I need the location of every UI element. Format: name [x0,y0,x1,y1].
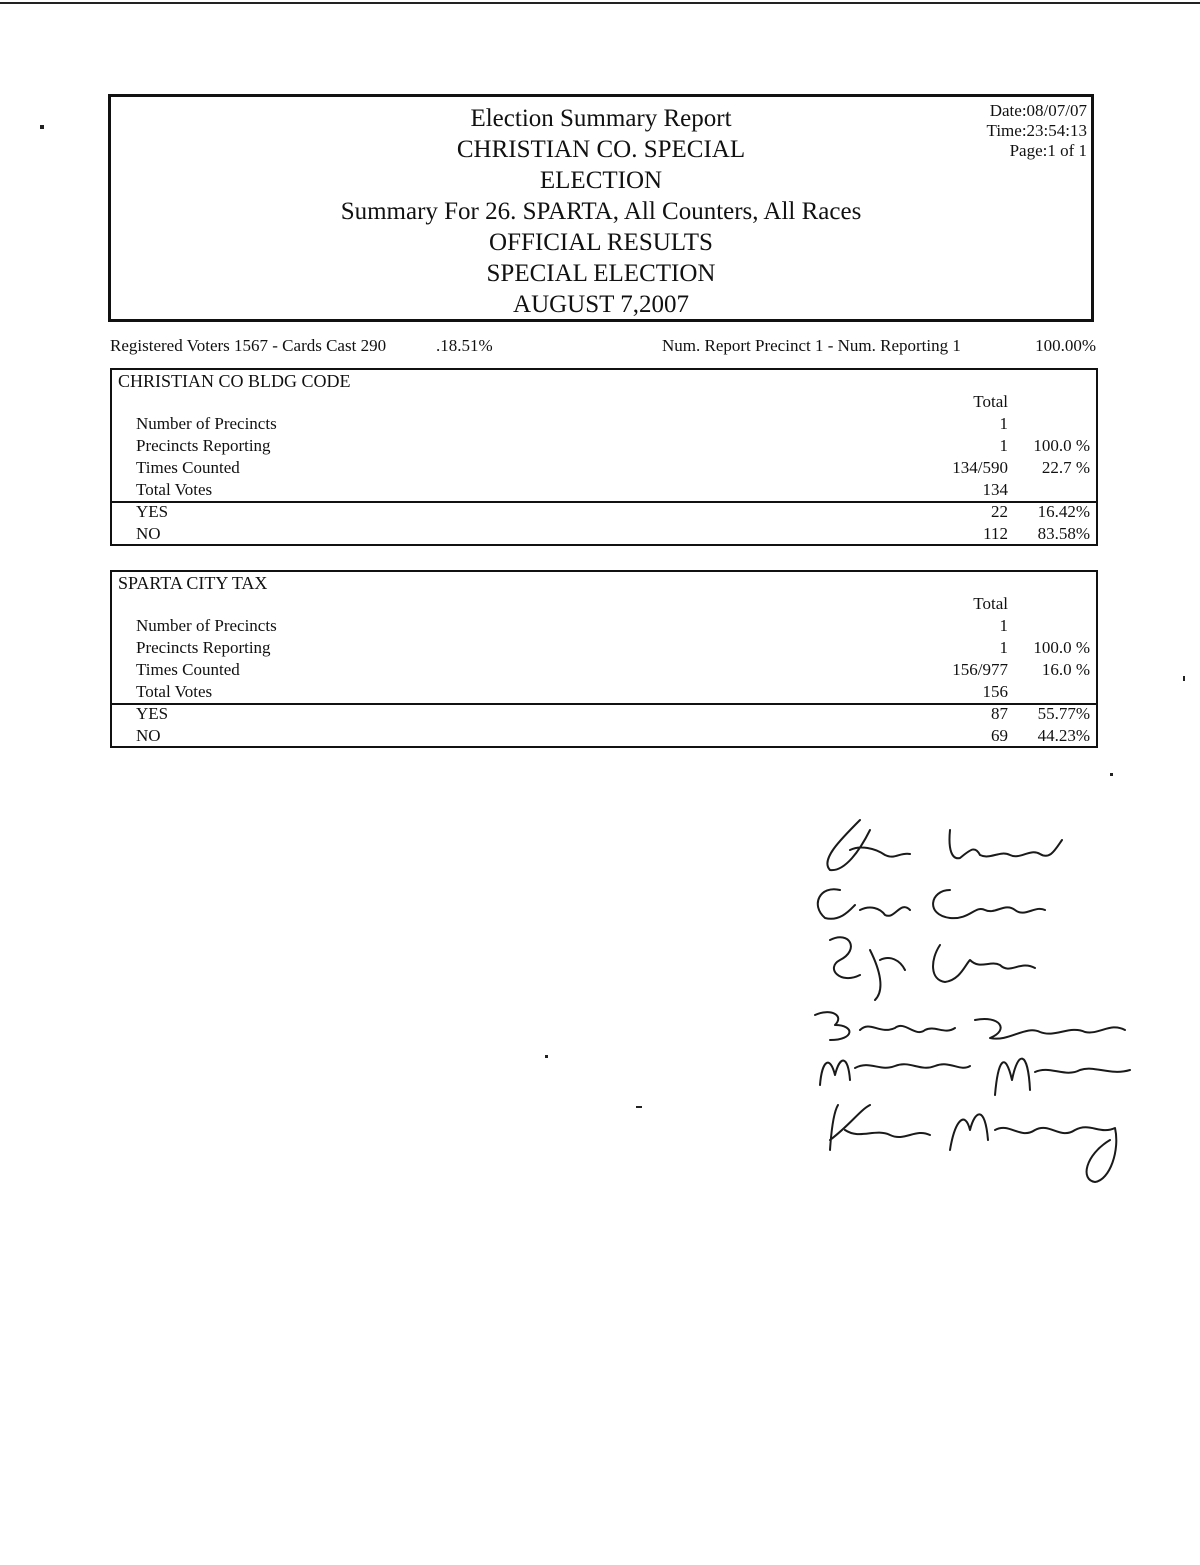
stat-label: Total Votes [136,682,213,701]
turnout-pct: .18.51% [436,336,493,355]
stat-row [112,660,1096,682]
choice-label: YES [136,704,169,723]
stat-label: Total Votes [136,480,213,499]
stat-pct: 16.0 % [1041,660,1090,679]
signature-2 [818,889,1045,919]
stat-value: 1 [999,638,1008,657]
stat-pct: 100.0 % [1033,436,1090,455]
stat-value: 1 [999,436,1008,455]
header-line-date: AUGUST 7,2007 [513,291,689,318]
stat-row [112,616,1096,638]
stat-row [112,480,1096,502]
total-column-header: Total [973,594,1008,613]
signature-3 [830,937,1035,1000]
race-title: SPARTA CITY TAX [118,573,268,593]
choice-label: NO [136,524,161,543]
header-line-election: ELECTION [539,167,663,194]
scan-speck [1110,773,1113,776]
choice-row [112,502,1096,524]
stat-row [112,682,1096,704]
registered-voters: Registered Voters 1567 - Cards Cast 290 [110,336,387,355]
choice-votes: 69 [991,726,1008,745]
header-line-report-name: Election Summary Report [470,105,732,132]
stat-row [112,458,1096,480]
report-page: Page:1 of 1 [1009,141,1087,160]
race-christian-co-bldg-code [110,368,1098,546]
choice-pct: 16.42% [1037,502,1090,521]
header-line-summary: Summary For 26. SPARTA, All Counters, All Races [340,198,862,225]
stat-label: Precincts Reporting [136,436,271,455]
choice-row [112,524,1096,546]
scan-speck [545,1055,548,1058]
signature-1 [827,820,1062,870]
total-column-header: Total [973,392,1008,411]
report-date: Date:08/07/07 [989,101,1087,120]
signature-4 [815,1012,1125,1040]
choice-pct: 55.77% [1037,704,1090,723]
stat-value: 156/977 [952,660,1008,679]
choice-votes: 22 [991,502,1008,521]
stat-value: 156 [982,682,1008,701]
stat-label: Number of Precincts [136,414,277,433]
race-sparta-city-tax [110,570,1098,748]
precinct-reporting: Num. Report Precinct 1 - Num. Reporting 1 [662,336,961,355]
choice-pct: 83.58% [1037,524,1090,543]
stat-row [112,638,1096,660]
stat-value: 134/590 [952,458,1008,477]
header-meta [987,101,1087,161]
stat-value: 1 [999,616,1008,635]
choice-row [112,726,1096,748]
stat-value: 1 [999,414,1008,433]
header-line-official: OFFICIAL RESULTS [489,229,713,256]
choice-votes: 112 [983,524,1008,543]
scan-speck [40,125,44,129]
header-line-special: SPECIAL ELECTION [486,260,716,287]
stat-value: 134 [982,480,1008,499]
stat-pct: 22.7 % [1041,458,1090,477]
stat-row [112,414,1096,436]
stat-label: Times Counted [136,458,240,477]
choice-label: YES [136,502,169,521]
signature-6 [830,1105,1116,1182]
race-title: CHRISTIAN CO BLDG CODE [118,371,351,391]
header-title-block [111,103,1091,320]
stat-row [112,436,1096,458]
choice-row [112,704,1096,726]
header-line-county: CHRISTIAN CO. SPECIAL [456,136,746,163]
stat-pct: 100.0 % [1033,638,1090,657]
signature-5 [820,1059,1130,1095]
scan-speck [1183,676,1185,681]
report-header [108,94,1094,322]
stat-label: Times Counted [136,660,240,679]
scan-speck [636,1106,642,1108]
choice-label: NO [136,726,161,745]
stat-label: Precincts Reporting [136,638,271,657]
handwritten-signatures [800,810,1160,1190]
choice-pct: 44.23% [1037,726,1090,745]
stat-label: Number of Precincts [136,616,277,635]
summary-line [110,336,1096,360]
top-scan-edge [0,2,1200,4]
precinct-reporting-pct: 100.00% [1035,336,1096,355]
choice-votes: 87 [991,704,1008,723]
report-time: Time:23:54:13 [986,121,1087,140]
